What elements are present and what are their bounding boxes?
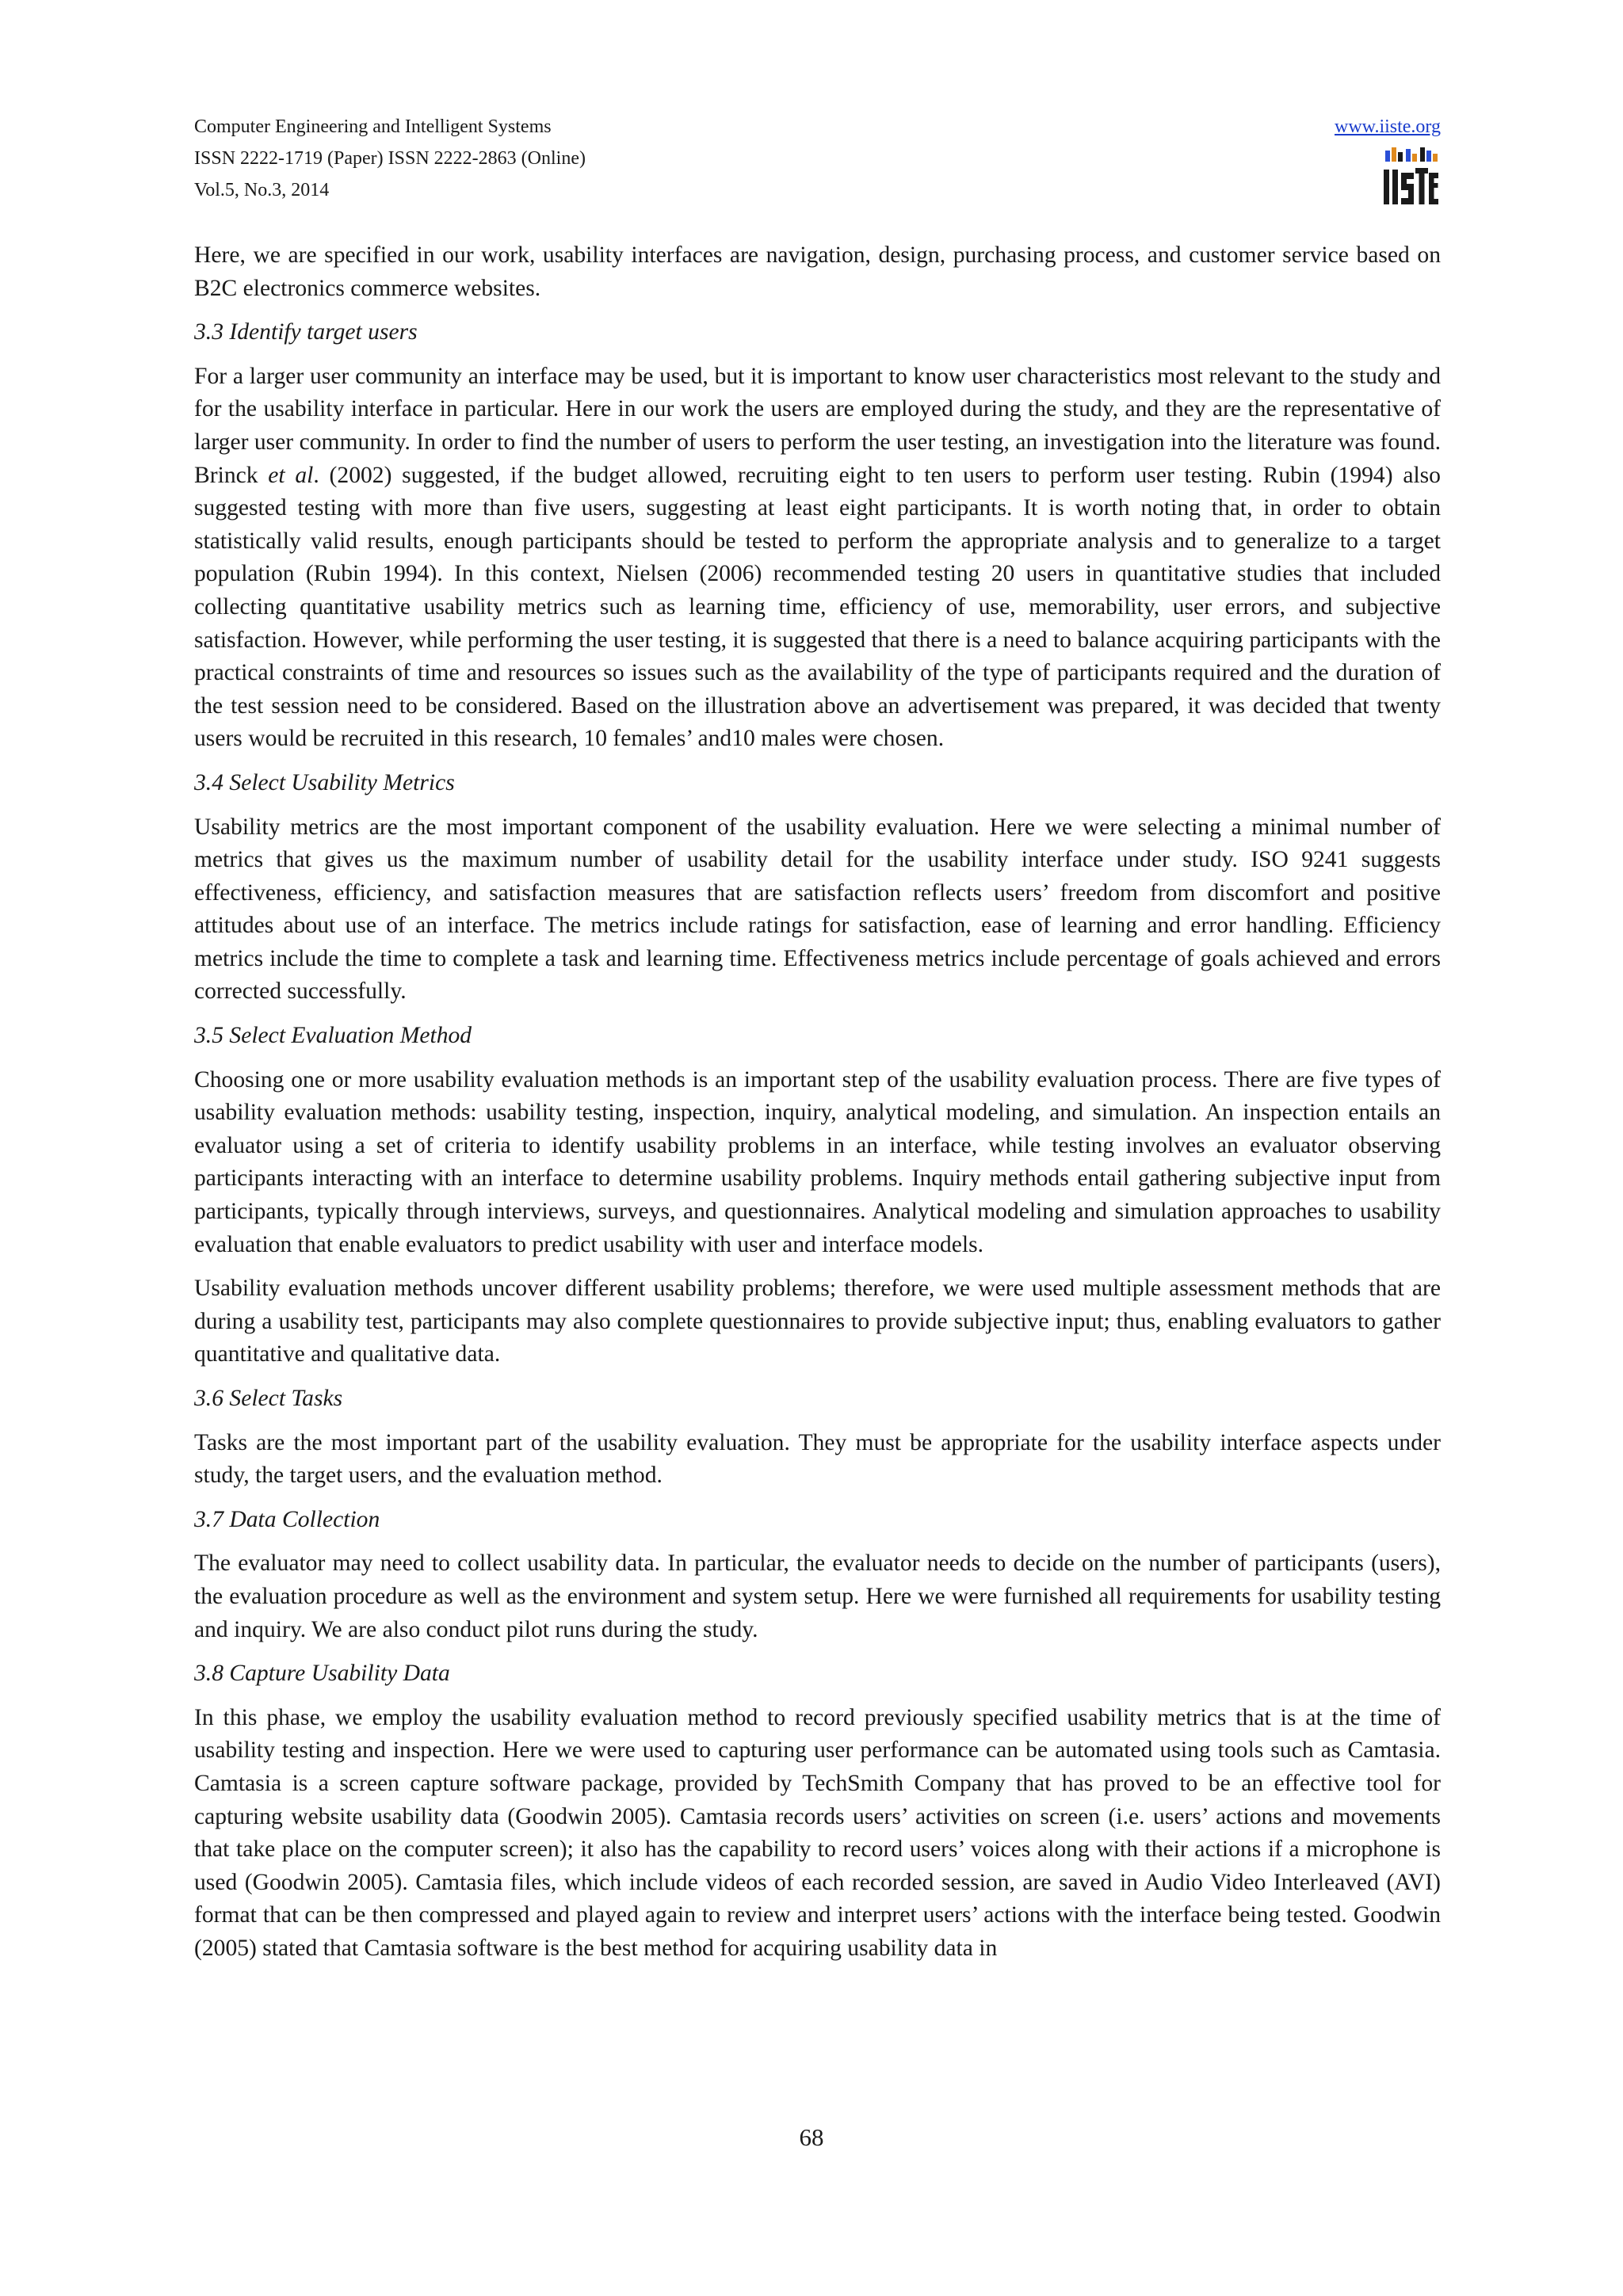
page (194, 111, 1441, 1961)
paragraph-3-5-a: Choosing one or more usability evaluation methods is an important step of the usability evaluation process. There are five types of usability evaluation methods: usability testing, inspection, inquiry, analytical modeling, and simulation. An inspection entails an evaluator using a set of criteria to identify usability problems in an interface, while testing involves an evaluator observing participants interacting with an interface to determine usability problems. Inquiry methods entail gathering subjective input from participants, typically through interviews, surveys, and questionnaires. Analytical modeling and simulation approaches to usability evaluation that enable evaluators to predict usability with user and interface models. (194, 1066, 1441, 1257)
paragraph-3-5-b: Usability evaluation methods uncover different usability problems; therefore, we were used multiple assessment methods that are during a usability test, participants may also complete questionnaires to provide subjective input; thus, enabling evaluators to gather quantitative and qualitative data. (194, 1276, 1441, 1367)
article-body (194, 239, 1441, 1977)
paragraph-3-4: Usability metrics are the most important component of the usability evaluation. Here we were selecting a minimal number of metrics that gives us the maximum number of usability detail for the usability interface under study. ISO 9241 suggests effectiveness, efficiency, and satisfaction measures that are satisfaction reflects users’ freedom from discomfort and positive attitudes about use of an interface. The metrics include ratings for satisfaction, ease of learning and error handling. Efficiency metrics include the time to complete a task and learning time. Effectiveness metrics include percentage of goals achieved and errors corrected successfully. (194, 814, 1441, 1005)
section-heading-3-4: 3.4 Select Usability Metrics (194, 769, 455, 795)
section-heading-3-8: 3.8 Capture Usability Data (194, 1661, 450, 1687)
intro-paragraph: Here, we are specified in our work, usability interfaces are navigation, design, purchasing process, and customer service based on B2C electronics commerce websites. (194, 242, 1441, 301)
paragraph-3-6: Tasks are the most important part of the usability evaluation. They must be appropriate for the usability interface aspects under study, the target users, and the evaluation method. (194, 1429, 1441, 1489)
journal-url-link[interactable]: www.iiste.org (1335, 116, 1441, 137)
paragraph-3-7: The evaluator may need to collect usability data. In particular, the evaluator needs to decide on the number of participants (users), the evaluation procedure as well as the environment and system setup. Here we were furnished all requirements for usability testing and inquiry. We are also conduct pilot runs during the study. (194, 1550, 1441, 1642)
paragraph-3-3-part-a: For a larger user community an interface may be used, but it is important to know user characteristics most relevant to the study and for the usability interface in particular. Here in our work the users are employed during the study, and they are the representative of larger user community. In order to find the number of users to perform the user testing, an investigation into the literature was found. Brinck (194, 363, 1441, 488)
volume-line: Vol.5, No.3, 2014 (194, 180, 330, 200)
paragraph-3-8: In this phase, we employ the usability evaluation method to record previously specified usability metrics that is at the time of usability testing and inspection. Here we were used to capturing user performance can be automated using tools such as Camtasia. Camtasia is a screen capture software package, provided by TechSmith Company that has proved to be an effective tool for capturing website usability data (Goodwin 2005). Camtasia records users’ activities on screen (i.e. users’ actions and movements that take place on the computer screen); it also has the capability to record users’ voices along with their actions if a microphone is used (Goodwin 2005). Camtasia files, which include videos of each recorded session, are saved in Audio Video Interleaved (AVI) format that can be then compressed and played again to review and interpret users’ actions with the interface being tested. Goodwin (2005) stated that Camtasia software is the best method for acquiring usability data in (194, 1704, 1441, 1961)
page-number: 68 (799, 2123, 824, 2151)
paragraph-3-3 (194, 360, 1441, 756)
issn-line: ISSN 2222-1719 (Paper) ISSN 2222-2863 (Online) (194, 148, 586, 169)
et-al-italic: et al (268, 462, 314, 488)
section-heading-3-6: 3.6 Select Tasks (194, 1386, 343, 1411)
iiste-logo (1382, 146, 1439, 209)
journal-title: Computer Engineering and Intelligent Systems (194, 116, 552, 137)
journal-header (194, 111, 1441, 214)
section-heading-3-3: 3.3 Identify target users (194, 319, 418, 345)
paragraph-3-3-part-b: . (2002) suggested, if the budget allowed, recruiting eight to ten users to perform user testing. Rubin (1994) also suggested testing with more than five users, suggesting at least eight participants. It is worth noting that, in order to obtain statistically valid results, enough participants should be tested to perform the appropriate analysis and to generalize to a target population (Rubin 1994). In this context, Nielsen (2006) recommended testing 20 users in quantitative studies that included collecting quantitative usability metrics such as learning time, efficiency of use, memorability, user errors, and subjective satisfaction. However, while performing the user testing, it is suggested that there is a need to balance acquiring participants with the practical constraints of time and resources so issues such as the availability of the type of participants required and the duration of the test session need to be considered. Based on the illustration above an advertisement was prepared, it was decided that twenty users would be recruited in this research, 10 females’ and10 males were chosen. (194, 462, 1441, 752)
section-heading-3-5: 3.5 Select Evaluation Method (194, 1023, 472, 1049)
section-heading-3-7: 3.7 Data Collection (194, 1506, 380, 1532)
